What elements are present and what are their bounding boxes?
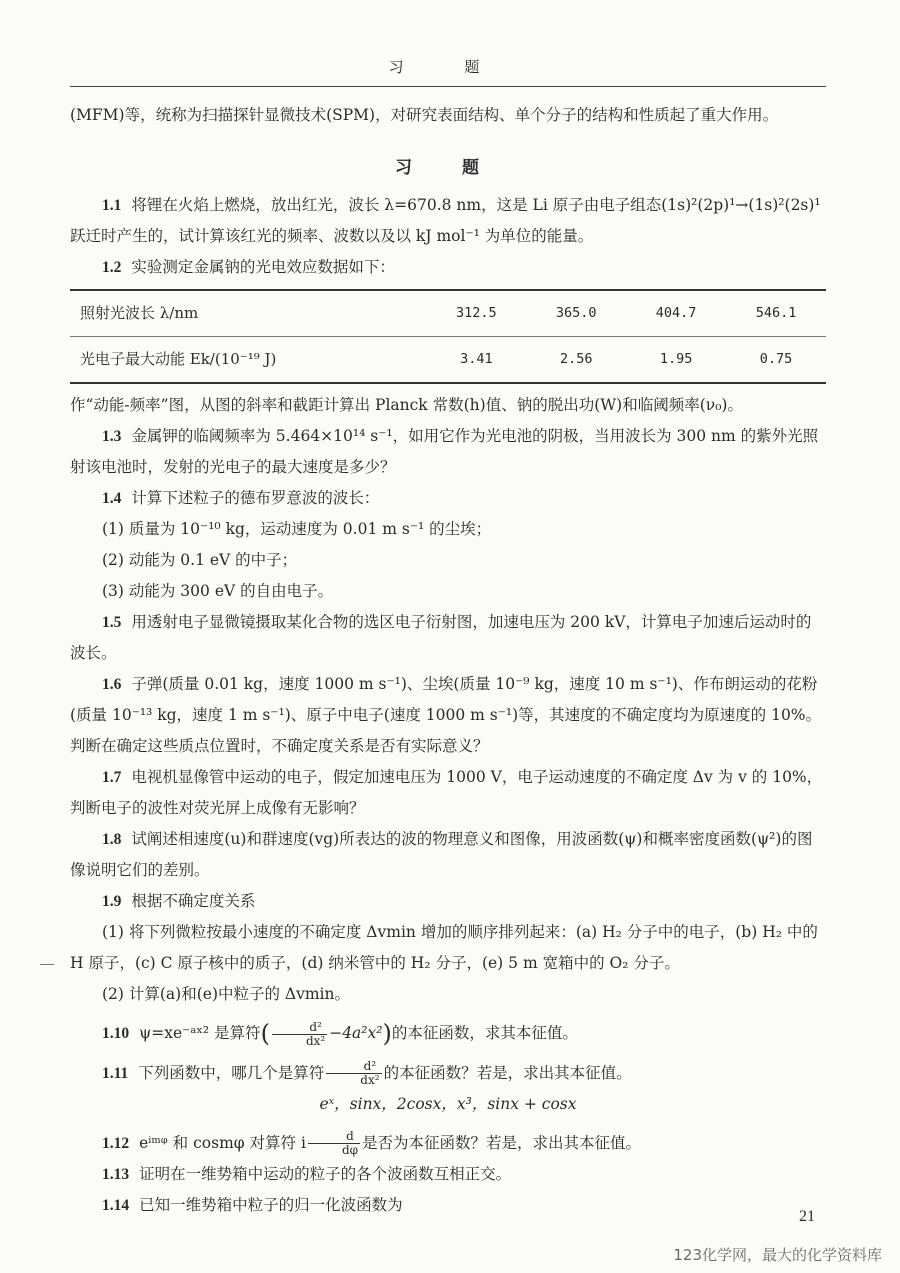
question-1-4-item-1: (1) 质量为 10⁻¹⁰ kg，运动速度为 0.01 m s⁻¹ 的尘埃； xyxy=(102,520,492,538)
question-number: 1.1 xyxy=(102,197,122,214)
table-row xyxy=(70,337,826,384)
question-1-6 xyxy=(70,669,826,762)
question-text: 金属钾的临阈频率为 5.464×10¹⁴ s⁻¹，如用它作为光电池的阴极，当用波长为 300 nm 的紫外光照射该电池时，发射的光电子的最大速度是多少？ xyxy=(70,427,819,476)
question-1-3 xyxy=(70,421,826,483)
table-cell: 3.41 xyxy=(426,337,526,384)
table-cell: 365.0 xyxy=(526,290,626,337)
second-derivative-operator: $\frac{\text{d²}}{\text{dx²}}$ xyxy=(326,1060,381,1087)
margin-mark xyxy=(40,964,54,965)
table-cell: 1.95 xyxy=(626,337,726,384)
operator-paren-open: ( xyxy=(260,1019,270,1048)
table-cell: 2.56 xyxy=(526,337,626,384)
question-1-4 xyxy=(70,483,826,514)
question-text-post: 的本征函数？若是，求出其本征值。 xyxy=(383,1063,632,1082)
question-text: 根据不确定度关系 xyxy=(131,892,256,910)
question-number: 1.4 xyxy=(102,490,122,507)
question-text: 实验测定金属钠的光电效应数据如下： xyxy=(131,258,395,276)
question-text: 用透射电子显微镜摄取某化合物的选区电子衍射图，加速电压为 200 kV，计算电子加速后运动时的波长。 xyxy=(70,613,812,662)
row-label-wavelength: 照射光波长 λ/nm xyxy=(70,290,426,337)
question-1-1 xyxy=(70,190,826,252)
question-number: 1.11 xyxy=(102,1064,129,1082)
question-1-2-continued: 作“动能-频率”图，从图的斜率和截距计算出 Planck 常数(h)值、钠的脱出功(W)和临阈频率(ν₀)。 xyxy=(70,396,743,414)
question-1-9-item-2: (2) 计算(a)和(e)中粒子的 Δvmin。 xyxy=(102,985,351,1003)
question-text: 电视机显像管中运动的电子，假定加速电压为 1000 V，电子运动速度的不确定度 Δv 为 v 的 10%，判断电子的波性对荧光屏上成像有无影响？ xyxy=(70,768,823,817)
watermark-text: 123化学网，最大的化学资料库 xyxy=(673,1246,882,1264)
question-1-5 xyxy=(70,607,826,669)
question-text-post: 是否为本征函数？若是，求出其本征值。 xyxy=(362,1133,642,1152)
question-1-11 xyxy=(70,1058,826,1089)
question-1-10 xyxy=(70,1018,826,1050)
question-text-post: 的本征函数，求其本征值。 xyxy=(391,1024,578,1042)
photoelectric-data-table xyxy=(70,289,826,384)
table-cell: 404.7 xyxy=(626,290,726,337)
operator-term: −4a²x² xyxy=(329,1024,383,1042)
question-number: 1.5 xyxy=(102,614,122,631)
question-1-12 xyxy=(70,1128,826,1159)
question-number: 1.2 xyxy=(102,259,122,276)
question-1-4-item-2: (2) 动能为 0.1 eV 的中子； xyxy=(102,551,298,569)
section-title: 习 题 xyxy=(395,158,501,178)
table-cell: 312.5 xyxy=(426,290,526,337)
question-number: 1.12 xyxy=(102,1134,130,1152)
header-rule xyxy=(70,86,826,87)
question-text: 试阐述相速度(u)和群速度(vg)所表达的波的物理意义和图像，用波函数(ψ)和概率密度函数(ψ²)的图像说明它们的差别。 xyxy=(70,830,813,879)
question-1-13 xyxy=(70,1159,826,1190)
table-row xyxy=(70,290,826,337)
question-1-9-item-1: (1) 将下列微粒按最小速度的不确定度 Δvmin 增加的顺序排列起来：(a) H₂ 分子中的电子，(b) H₂ 中的 H 原子，(c) C 原子核中的质子，(d) 纳米管中的 H₂ 分子，(e) 5 m 宽箱中的 O₂ 分子。 xyxy=(70,923,818,972)
question-text: 已知一维势箱中粒子的归一化波函数为 xyxy=(139,1195,403,1214)
question-text-pre: 下列函数中，哪几个是算符 xyxy=(138,1063,325,1082)
second-derivative-operator: $\frac{\text{d²}}{\text{dx²}}$ xyxy=(272,1021,327,1048)
question-1-4-item-3: (3) 动能为 300 eV 的自由电子。 xyxy=(102,582,334,600)
question-number: 1.6 xyxy=(102,676,122,693)
question-number: 1.10 xyxy=(102,1025,130,1042)
intro-paragraph: (MFM)等，统称为扫描探针显微技术(SPM)，对研究表面结构、单个分子的结构和性质起了重大作用。 xyxy=(70,106,779,124)
question-text: 计算下述粒子的德布罗意波的波长： xyxy=(131,489,380,507)
question-number: 1.3 xyxy=(102,428,122,445)
question-text: 将锂在火焰上燃烧，放出红光，波长 λ=670.8 nm，这是 Li 原子由电子组态(1s)²(2p)¹→(1s)²(2s)¹ 跃迁时产生的，试计算该红光的频率、波数以及以 kJ mol⁻¹ 为单位的能量。 xyxy=(70,196,821,245)
question-1-2 xyxy=(70,252,826,283)
question-number: 1.7 xyxy=(102,769,122,786)
question-number: 1.13 xyxy=(102,1165,130,1183)
question-1-8 xyxy=(70,824,826,886)
question-number: 1.14 xyxy=(102,1196,130,1214)
function-list: eˣ，sinx，2cosx，x³，sinx + cosx xyxy=(319,1094,577,1113)
row-label-energy: 光电子最大动能 Ek/(10⁻¹⁹ J) xyxy=(70,337,426,384)
derivative-operator: $\frac{d}{d\varphi}$ xyxy=(308,1130,360,1157)
page-content xyxy=(70,100,826,1221)
question-1-9 xyxy=(70,886,826,917)
page-number: 21 xyxy=(799,1208,815,1225)
operator-paren-close: ) xyxy=(382,1019,392,1048)
question-1-7 xyxy=(70,762,826,824)
table-cell: 0.75 xyxy=(726,337,826,384)
question-1-14 xyxy=(70,1190,826,1221)
question-number: 1.8 xyxy=(102,831,122,848)
question-text: 证明在一维势箱中运动的粒子的各个波函数互相正交。 xyxy=(139,1164,512,1183)
question-text-pre: ψ=xe⁻ᵃˣ² 是算符 xyxy=(139,1024,261,1042)
table-cell: 546.1 xyxy=(726,290,826,337)
question-number: 1.9 xyxy=(102,893,122,910)
running-head: 习 题 xyxy=(388,58,508,76)
question-text-pre: eⁱᵐᵠ 和 cosmφ 对算符 i xyxy=(139,1133,306,1152)
question-text: 子弹(质量 0.01 kg，速度 1000 m s⁻¹)、尘埃(质量 10⁻⁹ kg，速度 10 m s⁻¹)、作布朗运动的花粉(质量 10⁻¹³ kg，速度 1 m s⁻¹)、原子中电子(速度 1000 m s⁻¹)等，其速度的不确定度均为原速度的 10%。判断在确定这些质点位置时，不确定度关系是否有实际意义？ xyxy=(70,675,822,755)
